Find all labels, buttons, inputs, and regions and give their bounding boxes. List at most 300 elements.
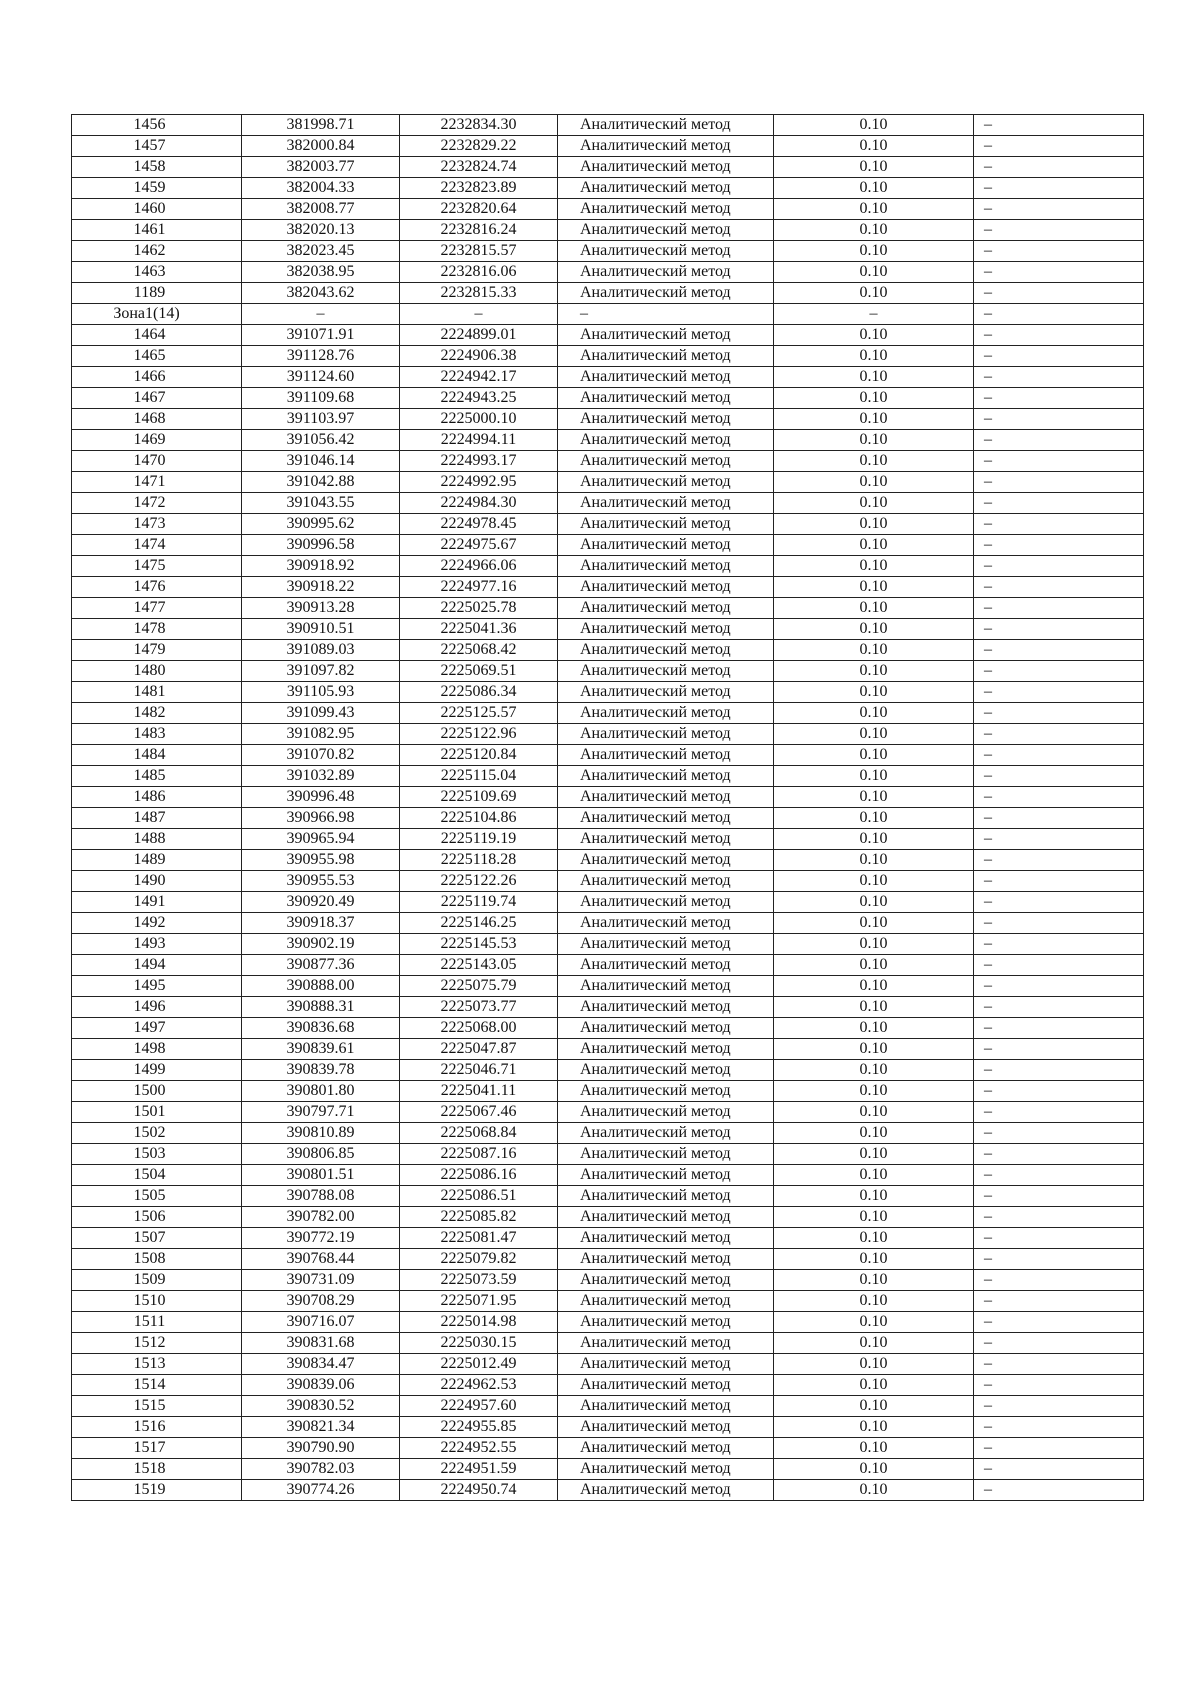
x-coordinate-cell: 391105.93 [242, 682, 400, 703]
table-row [72, 472, 1144, 493]
accuracy-cell: – [774, 304, 974, 325]
method-cell: Аналитический метод [558, 1438, 774, 1459]
description-cell: – [974, 409, 1144, 430]
point-number-cell: 1456 [72, 115, 242, 136]
accuracy-cell: 0.10 [774, 598, 974, 619]
description-cell: – [974, 892, 1144, 913]
point-number-cell: 1479 [72, 640, 242, 661]
accuracy-cell: 0.10 [774, 1039, 974, 1060]
method-cell: – [558, 304, 774, 325]
method-cell: Аналитический метод [558, 640, 774, 661]
x-coordinate-cell: 390810.89 [242, 1123, 400, 1144]
y-coordinate-cell: 2224952.55 [400, 1438, 558, 1459]
table-row [72, 934, 1144, 955]
table-row [72, 1165, 1144, 1186]
x-coordinate-cell: – [242, 304, 400, 325]
accuracy-cell: 0.10 [774, 1207, 974, 1228]
y-coordinate-cell: 2224984.30 [400, 493, 558, 514]
x-coordinate-cell: 390801.80 [242, 1081, 400, 1102]
table-row [72, 556, 1144, 577]
point-number-cell: 1189 [72, 283, 242, 304]
point-number-cell: 1494 [72, 955, 242, 976]
table-row [72, 1396, 1144, 1417]
method-cell: Аналитический метод [558, 325, 774, 346]
y-coordinate-cell: 2224978.45 [400, 514, 558, 535]
x-coordinate-cell: 391124.60 [242, 367, 400, 388]
y-coordinate-cell: 2224943.25 [400, 388, 558, 409]
table-row [72, 640, 1144, 661]
method-cell: Аналитический метод [558, 1312, 774, 1333]
x-coordinate-cell: 390782.00 [242, 1207, 400, 1228]
accuracy-cell: 0.10 [774, 1354, 974, 1375]
description-cell: – [974, 1165, 1144, 1186]
y-coordinate-cell: 2225118.28 [400, 850, 558, 871]
point-number-cell: 1474 [72, 535, 242, 556]
x-coordinate-cell: 390708.29 [242, 1291, 400, 1312]
x-coordinate-cell: 391097.82 [242, 661, 400, 682]
table-row [72, 913, 1144, 934]
description-cell: – [974, 220, 1144, 241]
y-coordinate-cell: 2225119.74 [400, 892, 558, 913]
point-number-cell: 1493 [72, 934, 242, 955]
y-coordinate-cell: 2225012.49 [400, 1354, 558, 1375]
x-coordinate-cell: 382020.13 [242, 220, 400, 241]
point-number-cell: 1509 [72, 1270, 242, 1291]
y-coordinate-cell: 2232815.57 [400, 241, 558, 262]
point-number-cell: 1482 [72, 703, 242, 724]
table-row [72, 1123, 1144, 1144]
point-number-cell: 1515 [72, 1396, 242, 1417]
description-cell: – [974, 1228, 1144, 1249]
method-cell: Аналитический метод [558, 451, 774, 472]
x-coordinate-cell: 382003.77 [242, 157, 400, 178]
description-cell: – [974, 1060, 1144, 1081]
description-cell: – [974, 850, 1144, 871]
method-cell: Аналитический метод [558, 241, 774, 262]
method-cell: Аналитический метод [558, 598, 774, 619]
accuracy-cell: 0.10 [774, 808, 974, 829]
accuracy-cell: 0.10 [774, 136, 974, 157]
method-cell: Аналитический метод [558, 430, 774, 451]
y-coordinate-cell: 2225085.82 [400, 1207, 558, 1228]
y-coordinate-cell: 2225073.77 [400, 997, 558, 1018]
method-cell: Аналитический метод [558, 682, 774, 703]
point-number-cell: 1508 [72, 1249, 242, 1270]
accuracy-cell: 0.10 [774, 1249, 974, 1270]
point-number-cell: 1485 [72, 766, 242, 787]
method-cell: Аналитический метод [558, 1081, 774, 1102]
description-cell: – [974, 1270, 1144, 1291]
description-cell: – [974, 535, 1144, 556]
point-number-cell: 1469 [72, 430, 242, 451]
table-row [72, 157, 1144, 178]
method-cell: Аналитический метод [558, 1270, 774, 1291]
table-row [72, 724, 1144, 745]
accuracy-cell: 0.10 [774, 1438, 974, 1459]
description-cell: – [974, 808, 1144, 829]
description-cell: – [974, 1123, 1144, 1144]
method-cell: Аналитический метод [558, 1207, 774, 1228]
point-number-cell: 1481 [72, 682, 242, 703]
x-coordinate-cell: 382008.77 [242, 199, 400, 220]
description-cell: – [974, 829, 1144, 850]
x-coordinate-cell: 390836.68 [242, 1018, 400, 1039]
method-cell: Аналитический метод [558, 1459, 774, 1480]
table-row [72, 367, 1144, 388]
accuracy-cell: 0.10 [774, 514, 974, 535]
table-row [72, 661, 1144, 682]
accuracy-cell: 0.10 [774, 1480, 974, 1501]
x-coordinate-cell: 390918.37 [242, 913, 400, 934]
y-coordinate-cell: 2225030.15 [400, 1333, 558, 1354]
point-number-cell: 1514 [72, 1375, 242, 1396]
description-cell: – [974, 1186, 1144, 1207]
x-coordinate-cell: 382000.84 [242, 136, 400, 157]
x-coordinate-cell: 390913.28 [242, 598, 400, 619]
point-number-cell: 1460 [72, 199, 242, 220]
x-coordinate-cell: 391046.14 [242, 451, 400, 472]
accuracy-cell: 0.10 [774, 346, 974, 367]
description-cell: – [974, 325, 1144, 346]
x-coordinate-cell: 391089.03 [242, 640, 400, 661]
x-coordinate-cell: 390955.53 [242, 871, 400, 892]
y-coordinate-cell: 2225122.96 [400, 724, 558, 745]
accuracy-cell: 0.10 [774, 157, 974, 178]
method-cell: Аналитический метод [558, 1123, 774, 1144]
table-row [72, 1081, 1144, 1102]
table-row [72, 1060, 1144, 1081]
table-row [72, 577, 1144, 598]
point-number-cell: 1468 [72, 409, 242, 430]
accuracy-cell: 0.10 [774, 472, 974, 493]
method-cell: Аналитический метод [558, 157, 774, 178]
x-coordinate-cell: 391128.76 [242, 346, 400, 367]
accuracy-cell: 0.10 [774, 1060, 974, 1081]
y-coordinate-cell: 2225068.42 [400, 640, 558, 661]
accuracy-cell: 0.10 [774, 703, 974, 724]
accuracy-cell: 0.10 [774, 682, 974, 703]
x-coordinate-cell: 390797.71 [242, 1102, 400, 1123]
y-coordinate-cell: 2225115.04 [400, 766, 558, 787]
table-row [72, 1186, 1144, 1207]
x-coordinate-cell: 391071.91 [242, 325, 400, 346]
accuracy-cell: 0.10 [774, 1333, 974, 1354]
table-row [72, 766, 1144, 787]
table-row [72, 703, 1144, 724]
point-number-cell: 1502 [72, 1123, 242, 1144]
accuracy-cell: 0.10 [774, 1375, 974, 1396]
x-coordinate-cell: 391043.55 [242, 493, 400, 514]
y-coordinate-cell: 2225145.53 [400, 934, 558, 955]
y-coordinate-cell: 2224966.06 [400, 556, 558, 577]
point-number-cell: 1467 [72, 388, 242, 409]
point-number-cell: 1513 [72, 1354, 242, 1375]
point-number-cell: 1461 [72, 220, 242, 241]
method-cell: Аналитический метод [558, 514, 774, 535]
table-row [72, 136, 1144, 157]
point-number-cell: 1512 [72, 1333, 242, 1354]
point-number-cell: 1475 [72, 556, 242, 577]
description-cell: – [974, 787, 1144, 808]
description-cell: – [974, 745, 1144, 766]
x-coordinate-cell: 390790.90 [242, 1438, 400, 1459]
point-number-cell: 1507 [72, 1228, 242, 1249]
x-coordinate-cell: 390995.62 [242, 514, 400, 535]
method-cell: Аналитический метод [558, 1291, 774, 1312]
accuracy-cell: 0.10 [774, 1018, 974, 1039]
method-cell: Аналитический метод [558, 997, 774, 1018]
description-cell: – [974, 619, 1144, 640]
point-number-cell: 1498 [72, 1039, 242, 1060]
table-row [72, 1291, 1144, 1312]
x-coordinate-cell: 390774.26 [242, 1480, 400, 1501]
table-row [72, 1354, 1144, 1375]
point-number-cell: 1516 [72, 1417, 242, 1438]
point-number-cell: 1490 [72, 871, 242, 892]
description-cell: – [974, 934, 1144, 955]
accuracy-cell: 0.10 [774, 241, 974, 262]
accuracy-cell: 0.10 [774, 535, 974, 556]
table-row [72, 325, 1144, 346]
point-number-cell: 1505 [72, 1186, 242, 1207]
point-number-cell: 1462 [72, 241, 242, 262]
point-number-cell: 1504 [72, 1165, 242, 1186]
method-cell: Аналитический метод [558, 283, 774, 304]
x-coordinate-cell: 390801.51 [242, 1165, 400, 1186]
accuracy-cell: 0.10 [774, 934, 974, 955]
y-coordinate-cell: 2225119.19 [400, 829, 558, 850]
y-coordinate-cell: 2225041.11 [400, 1081, 558, 1102]
point-number-cell: 1499 [72, 1060, 242, 1081]
y-coordinate-cell: 2232829.22 [400, 136, 558, 157]
x-coordinate-cell: 390839.06 [242, 1375, 400, 1396]
description-cell: – [974, 1207, 1144, 1228]
table-row [72, 262, 1144, 283]
table-row [72, 1144, 1144, 1165]
method-cell: Аналитический метод [558, 766, 774, 787]
table-row [72, 829, 1144, 850]
point-number-cell: 1497 [72, 1018, 242, 1039]
description-cell: – [974, 598, 1144, 619]
description-cell: – [974, 871, 1144, 892]
table-row [72, 1039, 1144, 1060]
y-coordinate-cell: 2224906.38 [400, 346, 558, 367]
table-row [72, 745, 1144, 766]
y-coordinate-cell: 2225025.78 [400, 598, 558, 619]
description-cell: – [974, 1396, 1144, 1417]
y-coordinate-cell: 2224977.16 [400, 577, 558, 598]
table-row [72, 430, 1144, 451]
point-number-cell: 1471 [72, 472, 242, 493]
table-row [72, 1207, 1144, 1228]
y-coordinate-cell: 2225068.00 [400, 1018, 558, 1039]
accuracy-cell: 0.10 [774, 409, 974, 430]
method-cell: Аналитический метод [558, 829, 774, 850]
point-number-cell: 1464 [72, 325, 242, 346]
accuracy-cell: 0.10 [774, 871, 974, 892]
description-cell: – [974, 346, 1144, 367]
x-coordinate-cell: 390788.08 [242, 1186, 400, 1207]
point-number-cell: 1491 [72, 892, 242, 913]
y-coordinate-cell: 2224962.53 [400, 1375, 558, 1396]
method-cell: Аналитический метод [558, 703, 774, 724]
method-cell: Аналитический метод [558, 1186, 774, 1207]
x-coordinate-cell: 390888.00 [242, 976, 400, 997]
point-number-cell: 1473 [72, 514, 242, 535]
description-cell: – [974, 766, 1144, 787]
zone-header-row [72, 304, 1144, 325]
method-cell: Аналитический метод [558, 409, 774, 430]
method-cell: Аналитический метод [558, 1354, 774, 1375]
point-number-cell: 1489 [72, 850, 242, 871]
method-cell: Аналитический метод [558, 367, 774, 388]
table-row [72, 535, 1144, 556]
coordinates-table [71, 114, 1144, 1501]
description-cell: – [974, 724, 1144, 745]
y-coordinate-cell: 2225125.57 [400, 703, 558, 724]
description-cell: – [974, 514, 1144, 535]
table-row [72, 997, 1144, 1018]
x-coordinate-cell: 390772.19 [242, 1228, 400, 1249]
method-cell: Аналитический метод [558, 724, 774, 745]
method-cell: Аналитический метод [558, 346, 774, 367]
y-coordinate-cell: 2224899.01 [400, 325, 558, 346]
document-page [71, 114, 1143, 1501]
x-coordinate-cell: 381998.71 [242, 115, 400, 136]
point-number-cell: 1480 [72, 661, 242, 682]
point-number-cell: 1483 [72, 724, 242, 745]
accuracy-cell: 0.10 [774, 1312, 974, 1333]
y-coordinate-cell: 2224992.95 [400, 472, 558, 493]
description-cell: – [974, 1480, 1144, 1501]
accuracy-cell: 0.10 [774, 955, 974, 976]
x-coordinate-cell: 390768.44 [242, 1249, 400, 1270]
method-cell: Аналитический метод [558, 1375, 774, 1396]
accuracy-cell: 0.10 [774, 1186, 974, 1207]
point-number-cell: 1484 [72, 745, 242, 766]
x-coordinate-cell: 390888.31 [242, 997, 400, 1018]
description-cell: – [974, 640, 1144, 661]
description-cell: – [974, 304, 1144, 325]
accuracy-cell: 0.10 [774, 619, 974, 640]
x-coordinate-cell: 391056.42 [242, 430, 400, 451]
y-coordinate-cell: 2225143.05 [400, 955, 558, 976]
y-coordinate-cell: 2225086.51 [400, 1186, 558, 1207]
point-number-cell: 1472 [72, 493, 242, 514]
description-cell: – [974, 955, 1144, 976]
y-coordinate-cell: 2232824.74 [400, 157, 558, 178]
description-cell: – [974, 136, 1144, 157]
description-cell: – [974, 1081, 1144, 1102]
method-cell: Аналитический метод [558, 1165, 774, 1186]
y-coordinate-cell: 2225073.59 [400, 1270, 558, 1291]
description-cell: – [974, 388, 1144, 409]
point-number-cell: 1503 [72, 1144, 242, 1165]
x-coordinate-cell: 382043.62 [242, 283, 400, 304]
description-cell: – [974, 1354, 1144, 1375]
method-cell: Аналитический метод [558, 787, 774, 808]
table-row [72, 619, 1144, 640]
accuracy-cell: 0.10 [774, 367, 974, 388]
method-cell: Аналитический метод [558, 871, 774, 892]
coordinates-table-body [72, 115, 1144, 1501]
y-coordinate-cell: 2224957.60 [400, 1396, 558, 1417]
point-number-cell: 1488 [72, 829, 242, 850]
table-row [72, 388, 1144, 409]
x-coordinate-cell: 390966.98 [242, 808, 400, 829]
y-coordinate-cell: 2224942.17 [400, 367, 558, 388]
table-row [72, 598, 1144, 619]
y-coordinate-cell: 2225086.16 [400, 1165, 558, 1186]
y-coordinate-cell: 2225109.69 [400, 787, 558, 808]
x-coordinate-cell: 391103.97 [242, 409, 400, 430]
accuracy-cell: 0.10 [774, 976, 974, 997]
accuracy-cell: 0.10 [774, 262, 974, 283]
y-coordinate-cell: 2225120.84 [400, 745, 558, 766]
description-cell: – [974, 178, 1144, 199]
x-coordinate-cell: 390716.07 [242, 1312, 400, 1333]
y-coordinate-cell: 2225068.84 [400, 1123, 558, 1144]
table-row [72, 1228, 1144, 1249]
x-coordinate-cell: 391109.68 [242, 388, 400, 409]
accuracy-cell: 0.10 [774, 199, 974, 220]
table-row [72, 115, 1144, 136]
accuracy-cell: 0.10 [774, 1270, 974, 1291]
accuracy-cell: 0.10 [774, 178, 974, 199]
x-coordinate-cell: 391099.43 [242, 703, 400, 724]
accuracy-cell: 0.10 [774, 997, 974, 1018]
x-coordinate-cell: 391082.95 [242, 724, 400, 745]
x-coordinate-cell: 391032.89 [242, 766, 400, 787]
accuracy-cell: 0.10 [774, 388, 974, 409]
method-cell: Аналитический метод [558, 1018, 774, 1039]
y-coordinate-cell: 2225014.98 [400, 1312, 558, 1333]
table-row [72, 178, 1144, 199]
table-row [72, 514, 1144, 535]
point-number-cell: 1496 [72, 997, 242, 1018]
point-number-cell: 1506 [72, 1207, 242, 1228]
table-row [72, 1312, 1144, 1333]
accuracy-cell: 0.10 [774, 850, 974, 871]
point-number-cell: 1495 [72, 976, 242, 997]
description-cell: – [974, 1249, 1144, 1270]
table-row [72, 220, 1144, 241]
x-coordinate-cell: 390831.68 [242, 1333, 400, 1354]
method-cell: Аналитический метод [558, 1102, 774, 1123]
y-coordinate-cell: 2224951.59 [400, 1459, 558, 1480]
accuracy-cell: 0.10 [774, 1144, 974, 1165]
table-row [72, 241, 1144, 262]
method-cell: Аналитический метод [558, 493, 774, 514]
method-cell: Аналитический метод [558, 745, 774, 766]
table-row [72, 1459, 1144, 1480]
table-row [72, 871, 1144, 892]
x-coordinate-cell: 390918.92 [242, 556, 400, 577]
y-coordinate-cell: 2232816.24 [400, 220, 558, 241]
accuracy-cell: 0.10 [774, 1396, 974, 1417]
point-number-cell: 1486 [72, 787, 242, 808]
table-row [72, 976, 1144, 997]
accuracy-cell: 0.10 [774, 556, 974, 577]
description-cell: – [974, 577, 1144, 598]
accuracy-cell: 0.10 [774, 1291, 974, 1312]
x-coordinate-cell: 390918.22 [242, 577, 400, 598]
accuracy-cell: 0.10 [774, 325, 974, 346]
description-cell: – [974, 682, 1144, 703]
y-coordinate-cell: 2225067.46 [400, 1102, 558, 1123]
y-coordinate-cell: 2225041.36 [400, 619, 558, 640]
y-coordinate-cell: 2225075.79 [400, 976, 558, 997]
